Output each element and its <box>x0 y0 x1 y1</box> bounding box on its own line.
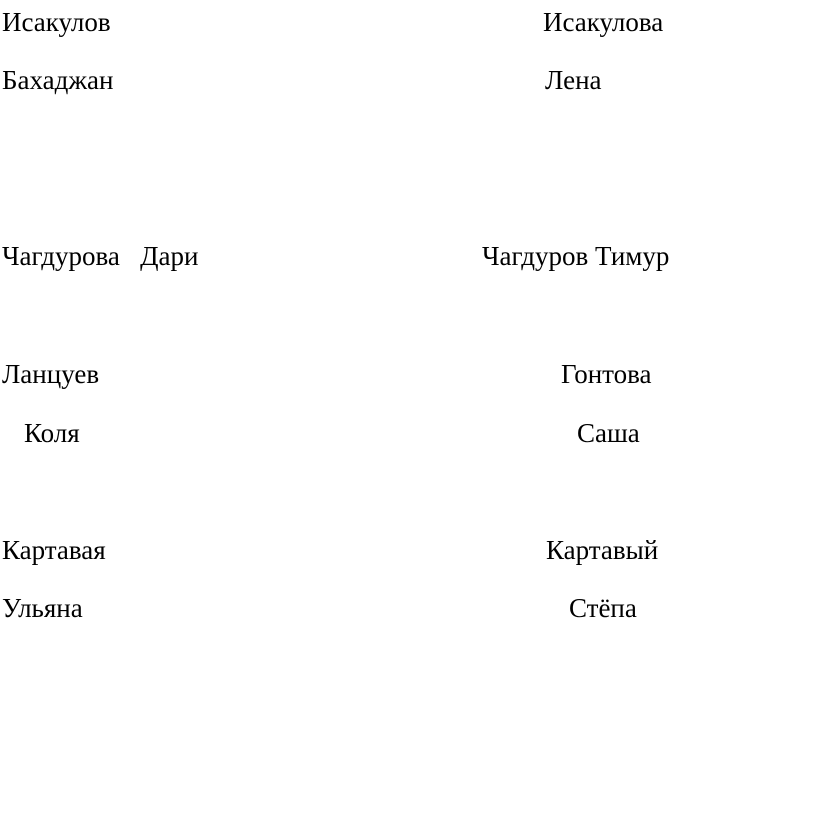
pair-4-left-name: Ульяна <box>2 593 83 623</box>
pair-1-left-surname: Исакулов <box>2 7 111 37</box>
pair-4-right-name: Стёпа <box>569 593 637 623</box>
pair-3-right-name: Саша <box>577 418 640 448</box>
pair-2-left-full: Чагдурова Дари <box>2 241 199 271</box>
pair-2-right-full: Чагдуров Тимур <box>482 241 670 271</box>
pair-3-right-surname: Гонтова <box>561 359 652 389</box>
pair-3-left-surname: Ланцуев <box>2 359 100 389</box>
pair-3-left-name: Коля <box>24 418 80 448</box>
pair-1-left-name: Бахаджан <box>2 65 114 95</box>
pair-4-left-surname: Картавая <box>2 535 106 565</box>
pair-4-right-surname: Картавый <box>546 535 659 565</box>
pair-1-right-name: Лена <box>545 65 602 95</box>
pair-1-right-surname: Исакулова <box>543 7 664 37</box>
